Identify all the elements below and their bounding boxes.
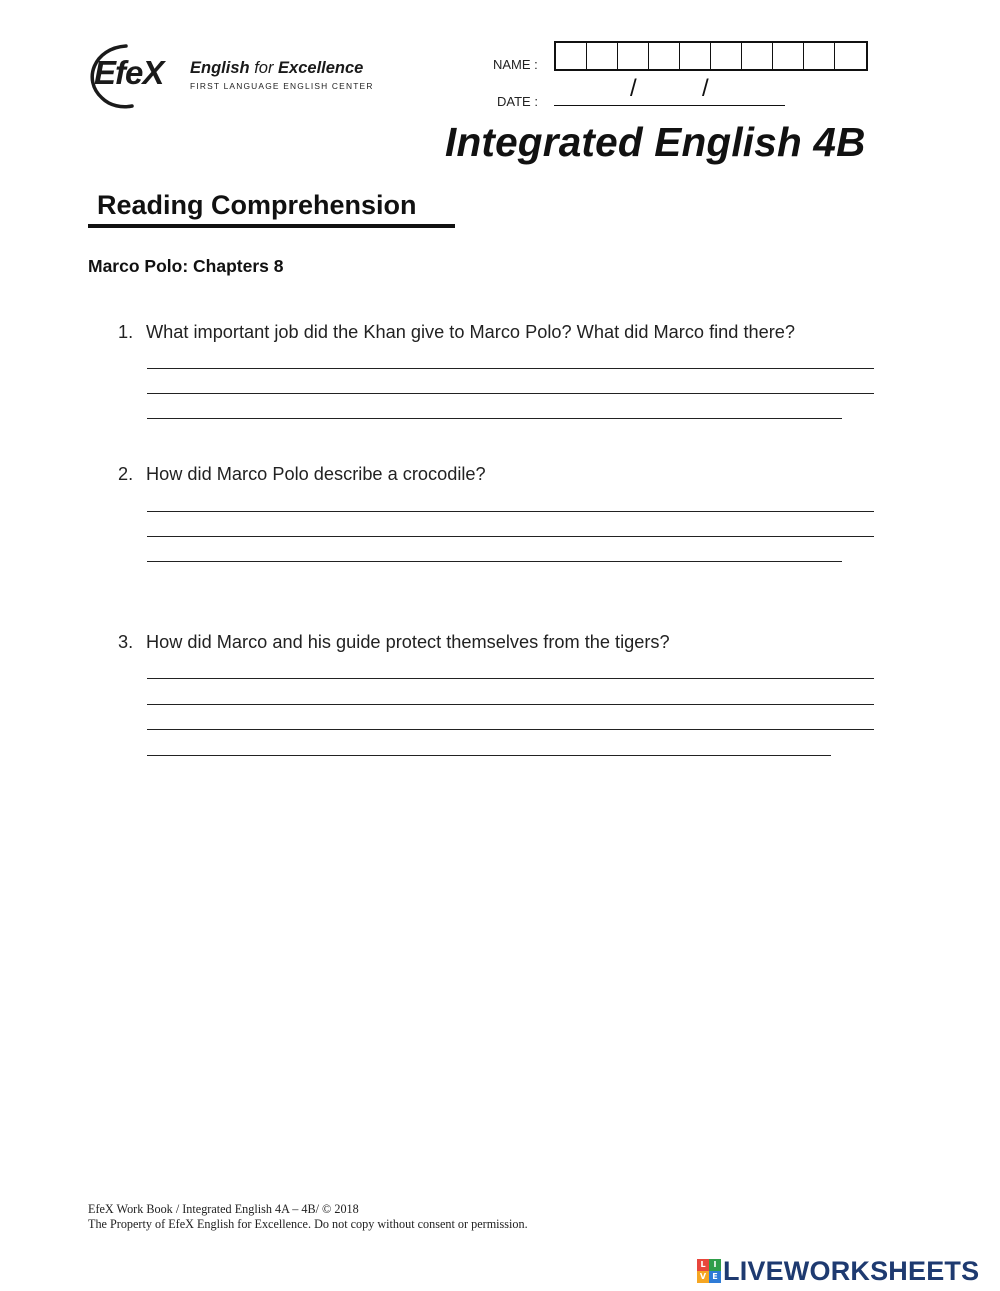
logo-brand: EfeX bbox=[94, 54, 164, 91]
answer-line[interactable] bbox=[147, 704, 874, 705]
name-letter-box[interactable] bbox=[556, 43, 587, 69]
name-letter-box[interactable] bbox=[804, 43, 835, 69]
name-letter-box[interactable] bbox=[618, 43, 649, 69]
section-underline bbox=[88, 224, 455, 228]
name-letter-box[interactable] bbox=[742, 43, 773, 69]
logo-title: English for Excellence bbox=[190, 59, 364, 77]
logo-cell: E bbox=[709, 1271, 721, 1283]
answer-line[interactable] bbox=[147, 536, 874, 537]
chapter-title: Marco Polo: Chapters 8 bbox=[88, 256, 284, 276]
logo-subtitle: FIRST LANGUAGE ENGLISH CENTER bbox=[190, 81, 374, 91]
logo-cell: I bbox=[709, 1259, 721, 1271]
footer-notice: The Property of EfeX English for Excellence. Do not copy without consent or permission. bbox=[88, 1217, 528, 1231]
question-text: How did Marco Polo describe a crocodile? bbox=[146, 464, 486, 484]
answer-line[interactable] bbox=[147, 368, 874, 369]
answer-line[interactable] bbox=[147, 678, 874, 679]
question-number: 3. bbox=[118, 632, 134, 652]
date-label: DATE : bbox=[497, 94, 538, 109]
date-separator: / bbox=[702, 75, 709, 102]
footer-copyright: EfeX Work Book / Integrated English 4A – 4B/ © 2018 bbox=[88, 1202, 359, 1216]
name-letter-box[interactable] bbox=[835, 43, 866, 69]
section-title: Reading Comprehension bbox=[97, 190, 417, 220]
answer-line[interactable] bbox=[147, 511, 874, 512]
answer-line[interactable] bbox=[147, 729, 874, 730]
name-letter-box[interactable] bbox=[680, 43, 711, 69]
efex-logo bbox=[86, 40, 386, 110]
page-title: Integrated English 4B bbox=[445, 119, 866, 165]
answer-line[interactable] bbox=[147, 561, 842, 562]
liveworksheets-logo-icon bbox=[697, 1259, 721, 1283]
date-input-line[interactable] bbox=[554, 105, 785, 106]
answer-line[interactable] bbox=[147, 418, 842, 419]
question-text: How did Marco and his guide protect themselves from the tigers? bbox=[146, 632, 670, 652]
liveworksheets-watermark bbox=[697, 1256, 979, 1286]
name-label: NAME : bbox=[493, 57, 538, 72]
name-input-boxes[interactable] bbox=[554, 41, 868, 71]
liveworksheets-text: LIVEWORKSHEETS bbox=[723, 1255, 980, 1286]
question-number: 1. bbox=[118, 322, 134, 342]
date-separator: / bbox=[630, 75, 637, 102]
name-letter-box[interactable] bbox=[587, 43, 618, 69]
name-letter-box[interactable] bbox=[649, 43, 680, 69]
logo-cell: V bbox=[697, 1271, 709, 1283]
name-letter-box[interactable] bbox=[711, 43, 742, 69]
question-number: 2. bbox=[118, 464, 134, 484]
answer-line[interactable] bbox=[147, 393, 874, 394]
question-text: What important job did the Khan give to Marco Polo? What did Marco find there? bbox=[146, 322, 796, 342]
name-letter-box[interactable] bbox=[773, 43, 804, 69]
logo-cell: L bbox=[697, 1259, 709, 1271]
answer-line[interactable] bbox=[147, 755, 831, 756]
